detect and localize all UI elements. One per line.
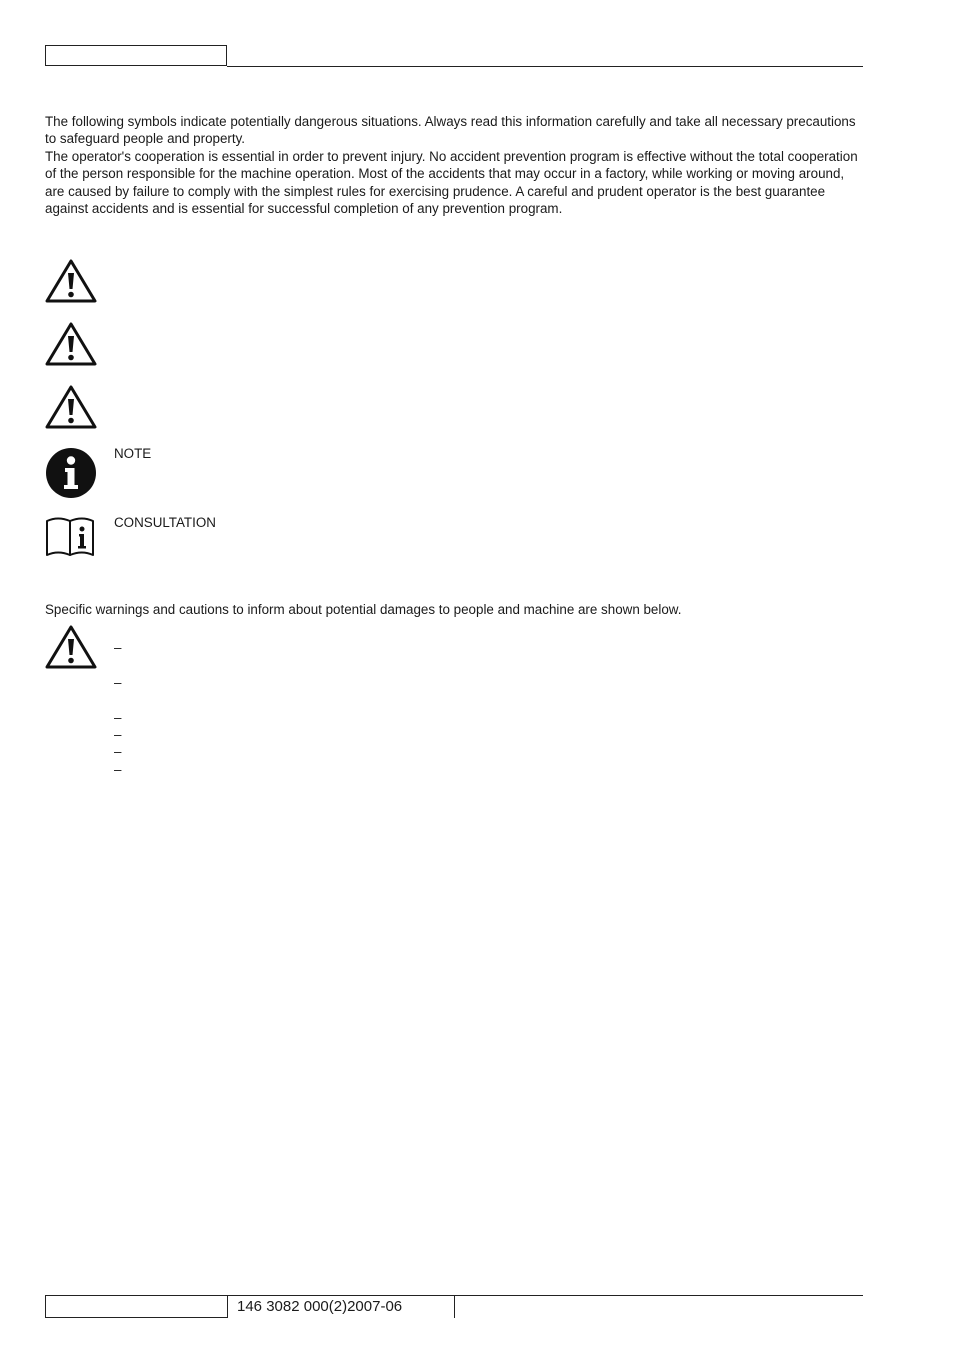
warning-triangle-icon	[44, 258, 98, 304]
footer-box	[45, 1295, 228, 1318]
note-label: NOTE	[114, 446, 152, 461]
warning-triangle-icon	[44, 384, 98, 430]
consultation-label: CONSULTATION	[114, 515, 216, 530]
header-rule	[227, 66, 863, 67]
intro-paragraph-1: The following symbols indicate potentially dangerous situations. Always read this information carefully and take all necessary precautions to safeguard people and property.	[45, 114, 856, 147]
header-box	[45, 45, 227, 66]
book-info-icon	[45, 515, 95, 557]
info-circle-icon	[45, 447, 97, 499]
intro-text	[45, 113, 867, 217]
warning-triangle-icon	[44, 321, 98, 367]
footer-separator	[454, 1295, 455, 1318]
warnings-intro: Specific warnings and cautions to inform about potential damages to people and machine are shown below.	[45, 602, 682, 617]
document-code: 146 3082 000(2)2007-06	[237, 1298, 403, 1315]
list-item: –	[114, 727, 122, 742]
list-item: –	[114, 640, 122, 655]
list-item: –	[114, 744, 122, 759]
list-item: –	[114, 762, 122, 777]
list-item: –	[114, 710, 122, 725]
intro-paragraph-2: The operator's cooperation is essential in order to prevent injury. No accident prevention program is effective without the total cooperation of the person responsible for the machine operation. Most of the accidents that may occur in a factory, while working or moving around, are caused by failure to comply with the simplest rules for exercising prudence. A careful and prudent operator is the best guarantee against accidents and is essential for successful completion of any prevention program.	[45, 148, 858, 217]
list-item: –	[114, 675, 122, 690]
warning-triangle-icon	[44, 624, 98, 670]
